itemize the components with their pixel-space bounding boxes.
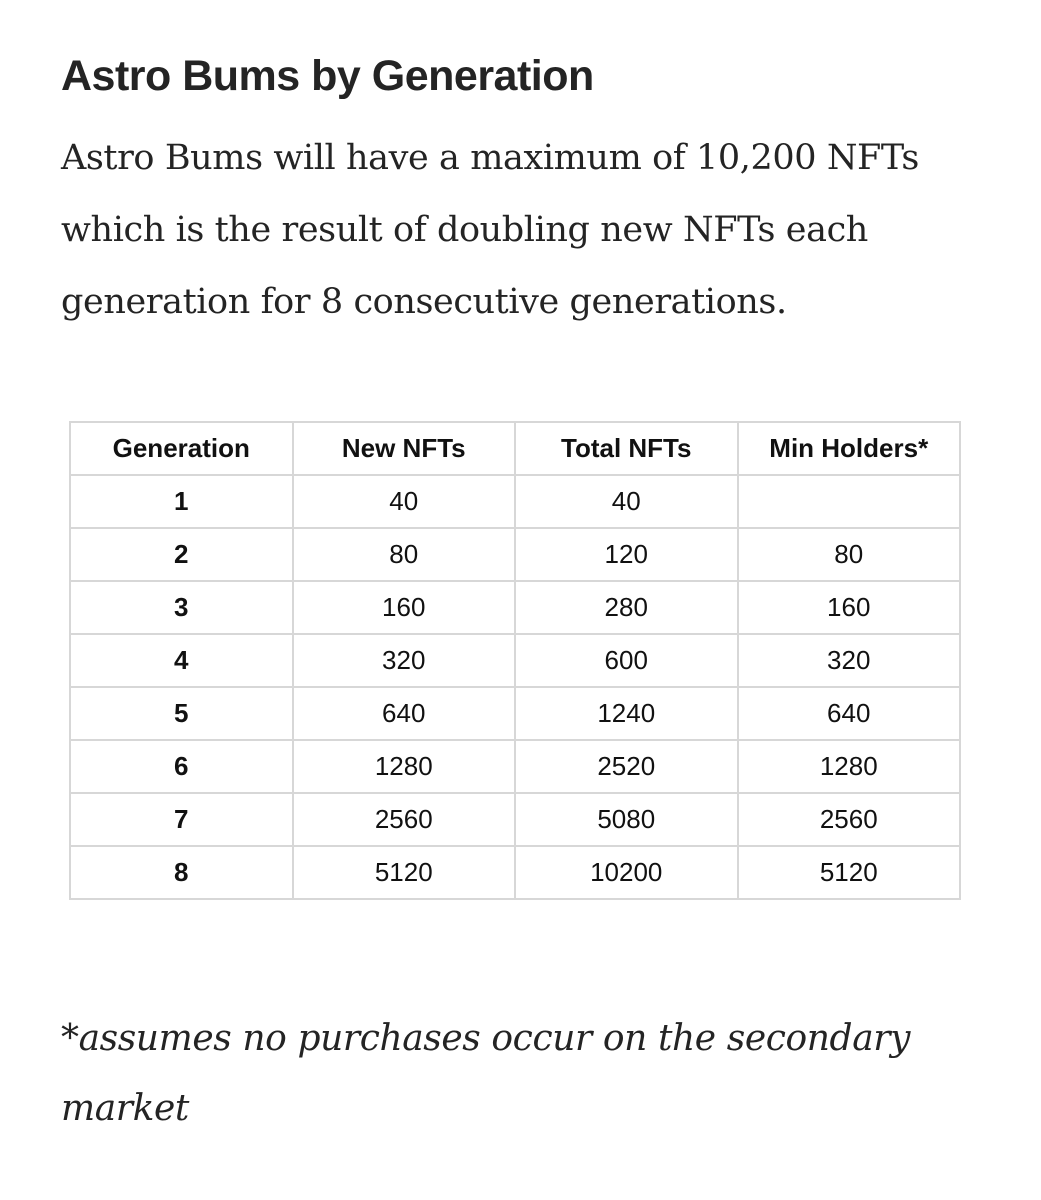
cell-total-nfts: 2520 — [515, 740, 738, 793]
section-heading: Astro Bums by Generation — [61, 52, 594, 100]
header-min-holders: Min Holders* — [738, 422, 961, 475]
cell-new-nfts: 320 — [293, 634, 516, 687]
cell-generation: 6 — [70, 740, 293, 793]
cell-min-holders: 1280 — [738, 740, 961, 793]
cell-total-nfts: 120 — [515, 528, 738, 581]
table-row — [70, 687, 960, 740]
cell-new-nfts: 160 — [293, 581, 516, 634]
cell-min-holders: 80 — [738, 528, 961, 581]
cell-total-nfts: 600 — [515, 634, 738, 687]
header-total-nfts: Total NFTs — [515, 422, 738, 475]
footnote: *assumes no purchases occur on the secondary market — [61, 1018, 911, 1129]
cell-generation: 3 — [70, 581, 293, 634]
table-row — [70, 740, 960, 793]
table-row — [70, 581, 960, 634]
cell-min-holders: 160 — [738, 581, 961, 634]
header-generation: Generation — [70, 422, 293, 475]
cell-new-nfts: 5120 — [293, 846, 516, 899]
cell-new-nfts: 40 — [293, 475, 516, 528]
table-row — [70, 793, 960, 846]
intro-paragraph: Astro Bums will have a maximum of 10,200 NFTs which is the result of doubling new NFTs each generation for 8 consecutive generations. — [61, 138, 919, 322]
cell-generation: 5 — [70, 687, 293, 740]
generation-table-container — [69, 421, 961, 900]
cell-generation: 4 — [70, 634, 293, 687]
table-row — [70, 634, 960, 687]
cell-generation: 2 — [70, 528, 293, 581]
cell-min-holders: 320 — [738, 634, 961, 687]
table-row — [70, 528, 960, 581]
cell-total-nfts: 1240 — [515, 687, 738, 740]
cell-min-holders: 5120 — [738, 846, 961, 899]
header-new-nfts: New NFTs — [293, 422, 516, 475]
cell-new-nfts: 80 — [293, 528, 516, 581]
cell-new-nfts: 640 — [293, 687, 516, 740]
generation-table — [69, 421, 961, 900]
table-row — [70, 475, 960, 528]
cell-total-nfts: 10200 — [515, 846, 738, 899]
cell-generation: 7 — [70, 793, 293, 846]
cell-new-nfts: 2560 — [293, 793, 516, 846]
table-row — [70, 846, 960, 899]
table-header-row — [70, 422, 960, 475]
cell-total-nfts: 5080 — [515, 793, 738, 846]
cell-total-nfts: 40 — [515, 475, 738, 528]
cell-generation: 8 — [70, 846, 293, 899]
cell-min-holders: 640 — [738, 687, 961, 740]
cell-total-nfts: 280 — [515, 581, 738, 634]
cell-new-nfts: 1280 — [293, 740, 516, 793]
cell-min-holders — [738, 475, 961, 528]
cell-generation: 1 — [70, 475, 293, 528]
cell-min-holders: 2560 — [738, 793, 961, 846]
